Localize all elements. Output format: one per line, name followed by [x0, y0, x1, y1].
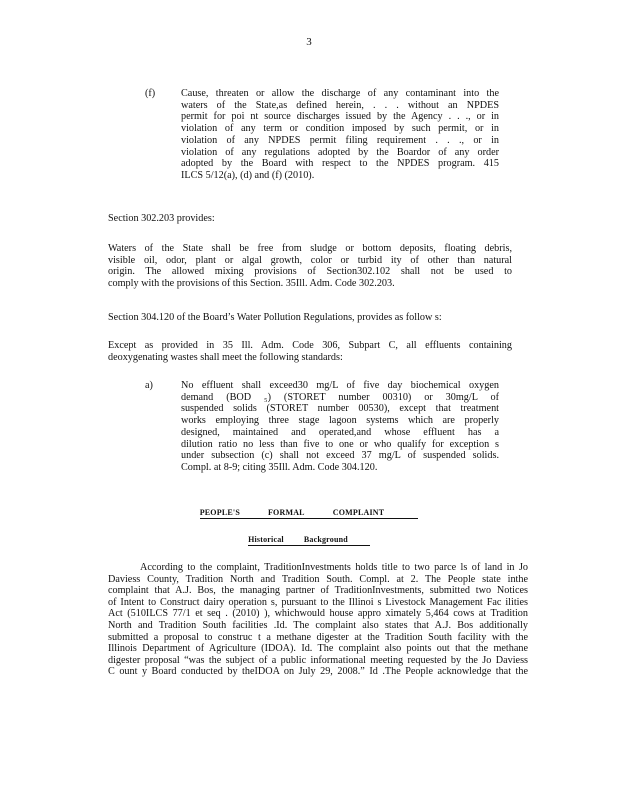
heading-word: FORMAL [267, 508, 305, 517]
item-f-text [181, 88, 499, 182]
item-a-label: a) [145, 380, 153, 391]
item-a-line: Compl. at 8-9; citing 35Ill. Adm. Code 304.120. [181, 461, 378, 473]
item-f-line: violation of any term or condition imposed by such permit, or in [181, 123, 499, 135]
body-line: of Intent to Construct dairy operation s, pursuant to the Illinoi s Livestock Management Fac ilities [108, 596, 528, 608]
quote-302-line: comply with the provisions of this Section. 35Ill. Adm. Code 302.203. [108, 278, 395, 290]
item-f-line: violation of any NPDES permit filing requirement . . ., or in [181, 134, 499, 146]
heading-word: COMPLAINT [332, 508, 385, 517]
heading-word: Historical [248, 535, 284, 544]
item-a-line: No effluent shall exceed30 mg/L of five day biochemical oxygen [181, 380, 499, 391]
quote-304-line: Except as provided in 35 Ill. Adm. Code 306, Subpart C, all effluents containing [108, 340, 512, 351]
section-302-intro [108, 213, 508, 225]
item-f-line: violation of any regulations adopted by the Boardor of any order [181, 146, 499, 158]
item-f-label: (f) [145, 88, 156, 99]
section-302-intro-text: Section 302.203 provides: [108, 213, 215, 224]
body-line: C ount y Board conducted by theIDOA on July 29, 2008.” Id .The People acknowledge that the [108, 666, 528, 678]
body-line: complaint that A.J. Bos, the managing partner of TraditionInvestments, submitted two Notices [108, 585, 528, 597]
page-number: 3 [306, 36, 312, 48]
quote-302 [108, 243, 512, 290]
body-line: Act (510ILCS 77/1 et seq . (2010) ), whichwould house appro ximately 5,464 cows at Tradition [108, 608, 528, 620]
body-line: submitted a proposal to construc t a methane digester at the Tradition South facility with the [108, 631, 528, 643]
body-line: Daviess County, Tradition North and Tradition South. Compl. at 2. The People state inthe [108, 573, 528, 585]
item-a-line: designed, maintained and operated,and whose effluent has a [181, 426, 499, 438]
quote-304 [108, 340, 512, 363]
heading-peoples-formal-complaint [0, 508, 618, 517]
item-f-line: Cause, threaten or allow the discharge of any contaminant into the [181, 88, 499, 99]
item-f-line: adopted by the Board with respect to the NPDES program. 415 [181, 158, 499, 170]
item-a-line: works employing three stage lagoon systems which are properly [181, 415, 499, 427]
body-line: Illinois Department of Agriculture (IDOA). Id. The complaint also points out that the methane [108, 643, 528, 655]
item-a-line: demand (BOD ₅) (STORET number 00310) or 30mg/L of [181, 391, 499, 403]
item-a-line: suspended solids (STORET number 00530), except that treatment [181, 403, 499, 415]
heading-word: Background [303, 535, 348, 544]
section-304-intro-text: Section 304.120 of the Board’s Water Pollution Regulations, provides as follow s: [108, 312, 442, 323]
item-a-text [181, 380, 499, 474]
body-line: According to the complaint, TraditionInvestments holds title to two parce ls of land in Jo [140, 562, 528, 573]
section-304-intro [108, 312, 508, 324]
body-paragraph [108, 562, 528, 678]
quote-304-line: deoxygenating wastes shall meet the following standards: [108, 351, 343, 363]
heading-word: PEOPLE'S [199, 508, 240, 517]
item-f-line: permit for poi nt source discharges issued by the Agency . . ., or in [181, 111, 499, 123]
heading-historical-background [0, 535, 618, 544]
quote-302-line: origin. The allowed mixing provisions of Section302.102 shall not be used to [108, 266, 512, 278]
item-f-line: waters of the State,as defined herein, . . . without an NPDES [181, 99, 499, 111]
body-line: North and Tradition South facilities .Id. The complaint also states that A.J. Bos additionally [108, 619, 528, 631]
item-a-line: under subsection (c) shall not exceed 37 mg/L of suspended solids. [181, 450, 499, 462]
item-f-line: ILCS 5/12(a), (d) and (f) (2010). [181, 169, 315, 181]
quote-302-line: visible oil, odor, plant or algal growth, color or turbid ity of other than natural [108, 254, 512, 266]
item-a-line: dilution ratio no less than five to one or who qualify for exception s [181, 438, 499, 450]
body-line: digester proposal “was the subject of a public informational meeting requested by the Jo Daviess [108, 654, 528, 666]
quote-302-line: Waters of the State shall be free from sludge or bottom deposits, floating debris, [108, 243, 512, 254]
